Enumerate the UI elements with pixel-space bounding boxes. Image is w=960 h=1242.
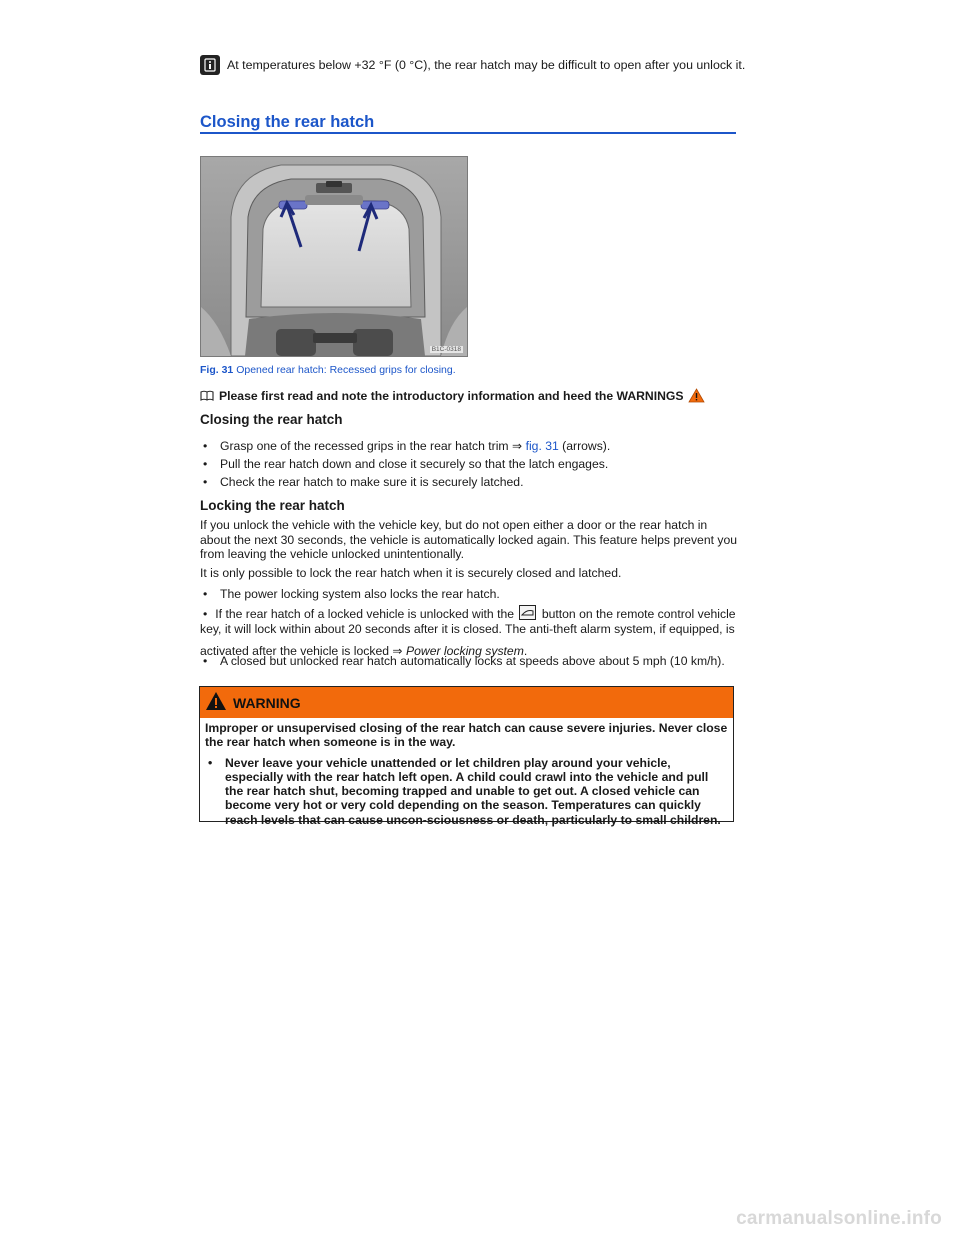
bullet-text: The power locking system also locks the rear hatch. bbox=[220, 587, 500, 601]
figure-caption-text: Opened rear hatch: Recessed grips for closing. bbox=[236, 364, 456, 376]
warning-bullet bbox=[205, 756, 728, 827]
warning-box bbox=[199, 686, 734, 827]
closing-step-2 bbox=[200, 457, 740, 471]
figure-rear-hatch bbox=[200, 156, 468, 357]
power-locking-ref[interactable]: Power locking system bbox=[406, 644, 524, 658]
figure-caption bbox=[200, 364, 456, 376]
intro-line bbox=[200, 388, 705, 403]
locking-bullet-1 bbox=[200, 587, 740, 601]
figure-code: B1C-0318 bbox=[431, 346, 461, 353]
warning-label: WARNING bbox=[233, 694, 301, 711]
info-note-icon bbox=[200, 55, 220, 75]
closing-step-3 bbox=[200, 475, 740, 489]
footer-watermark: carmanualsonline.info bbox=[736, 1208, 942, 1229]
bullet-dot: • bbox=[203, 439, 208, 453]
bullet-text: A closed but unlocked rear hatch automatically locks at speeds above about 5 mph (10 km/h). bbox=[220, 654, 725, 668]
bullet-dot: • bbox=[203, 475, 208, 489]
closing-heading: Closing the rear hatch bbox=[200, 412, 343, 427]
section-title: Closing the rear hatch bbox=[200, 113, 375, 131]
warning-icon bbox=[205, 691, 227, 714]
locking-bullet-3 bbox=[200, 654, 740, 668]
section-divider bbox=[200, 132, 736, 134]
locking-bullet-2 bbox=[200, 605, 740, 637]
bullet-dot: • bbox=[203, 654, 208, 668]
locking-para-1: If you unlock the vehicle with the vehicle key, but do not open either a door or the rear hatch in about the next 30 seconds, the vehicle is automatically locked again. This feature helps prevent you from leaving the vehicle unlocked unintentionally. bbox=[200, 518, 738, 561]
locking-heading: Locking the rear hatch bbox=[200, 498, 345, 513]
note-text: At temperatures below +32 °F (0 °C), the rear hatch may be difficult to open after you unlock it. bbox=[227, 58, 746, 72]
step-text: Check the rear hatch to make sure it is securely latched. bbox=[220, 475, 524, 489]
remote-unlock-hatch-icon bbox=[519, 605, 536, 620]
figure-caption-label: Fig. 31 bbox=[200, 364, 234, 376]
bullet-dot: • bbox=[203, 457, 208, 471]
bullet-dot: • bbox=[203, 607, 208, 621]
step-text: Grasp one of the recessed grips in the rear hatch trim ⇒ bbox=[220, 439, 523, 453]
closing-step-1 bbox=[200, 439, 740, 453]
step-text-after: (arrows). bbox=[558, 439, 611, 453]
warning-body bbox=[200, 718, 733, 830]
bullet-text: If the rear hatch of a locked vehicle is unlocked with the bbox=[215, 607, 515, 621]
warning-para: Improper or unsupervised closing of the rear hatch can cause severe injuries. Never close the rear hatch when someone is in the way. bbox=[205, 721, 728, 750]
rear-hatch-illustration bbox=[201, 157, 467, 356]
intro-text: Please first read and note the introductory information and heed the WARNINGS bbox=[219, 388, 684, 403]
bullet-dot: • bbox=[203, 587, 208, 601]
cont-text-end: . bbox=[523, 644, 528, 658]
warning-triangle-icon bbox=[688, 388, 705, 403]
info-note bbox=[200, 54, 745, 76]
fig-31-link[interactable]: fig. 31 bbox=[525, 439, 559, 453]
bullet-text-after: button on the remote control vehicle key, it will lock within about 20 seconds after it is closed. The anti-theft alarm system, if equipped, is bbox=[200, 607, 736, 636]
cont-text: activated after the vehicle is locked ⇒ bbox=[200, 644, 403, 658]
step-text: Pull the rear hatch down and close it securely so that the latch engages. bbox=[220, 457, 609, 471]
book-icon bbox=[200, 390, 214, 401]
locking-para-2: It is only possible to lock the rear hatch when it is securely closed and latched. bbox=[200, 566, 622, 580]
bullet-dot: • bbox=[208, 755, 213, 770]
warning-bullet-text: Never leave your vehicle unattended or let children play around your vehicle, especially with the rear hatch left open. A child could crawl into the vehicle and pull the rear hatch shut, becoming trapped and unable to get out. A closed vehicle can become very hot or very cold depending on the season. Temperatures can quickly reach levels that can cause uncon-sciousness or death, particularly to small children. bbox=[225, 755, 721, 827]
warning-header bbox=[200, 687, 733, 718]
